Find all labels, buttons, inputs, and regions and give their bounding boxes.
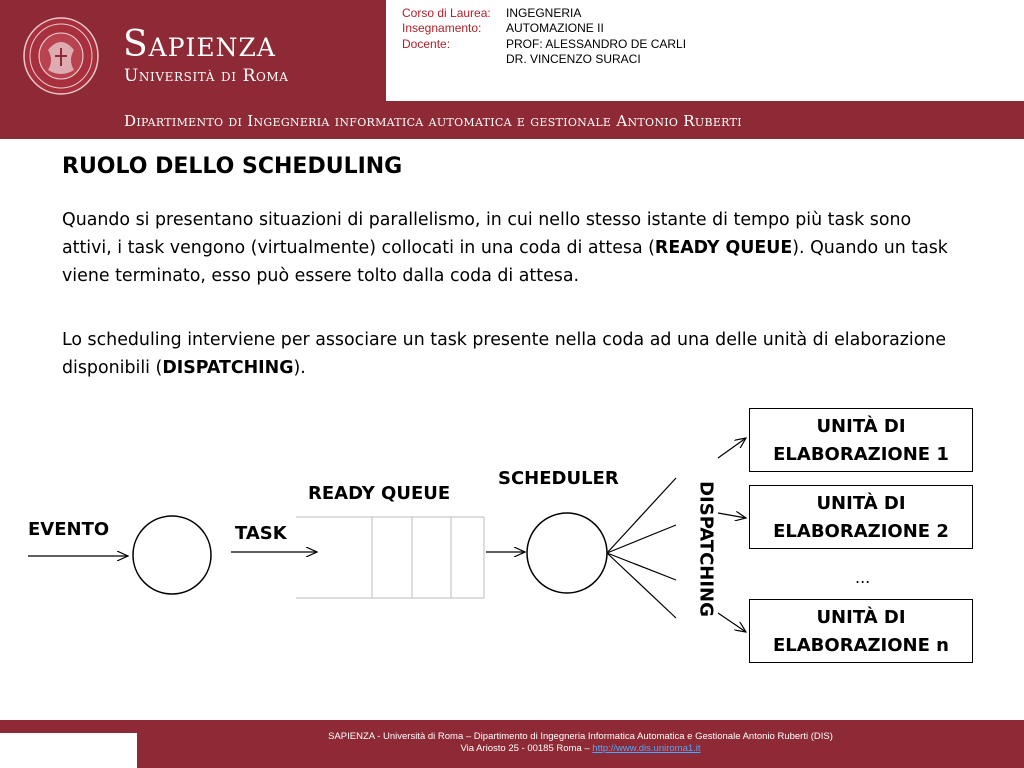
slide-title: RUOLO DELLO SCHEDULING [62,154,403,179]
dispatch-line-1 [607,478,676,553]
unit-1-line-2: ELABORAZIONE 1 [773,444,949,465]
teacher-value-2: DR. VINCENZO SURACI [506,52,641,66]
evento-label: EVENTO [28,519,110,540]
university-name: Sapienza [123,24,276,65]
footer [137,720,1024,768]
course-label: Corso di Laurea: [402,6,491,20]
university-subtitle: Università di Roma [124,66,289,86]
event-node [133,516,211,594]
teacher-label: Docente: [402,37,451,51]
task-label: TASK [235,523,287,544]
footer-line-2 [137,743,1024,754]
paragraph-2-text-a: Lo scheduling interviene per associare un task presente nella coda ad una delle unità di elaborazione disponibili ( [62,330,947,378]
footer-tab [0,720,137,733]
subject-label: Insegnamento: [402,21,482,35]
unit-2-line-2: ELABORAZIONE 2 [773,521,949,542]
teacher-value-1: PROF: ALESSANDRO DE CARLI [506,37,687,51]
units-ellipsis: ... [855,568,871,587]
department-name: Dipartimento di Ingegneria informatica automatica e gestionale Antonio Ruberti [124,112,742,130]
unit-n-line-2: ELABORAZIONE n [772,635,949,656]
course-value: INGEGNERIA [506,6,582,20]
dispatch-line-3 [607,553,676,580]
ready-queue-label: READY QUEUE [308,483,451,504]
paragraph-1-text-b: ). Quando un task viene terminato, esso può essere tolto dalla coda di attesa. [62,238,948,286]
dispatch-line-4 [607,553,676,618]
paragraph-2-text-b: ). [293,358,306,378]
footer-address: Via Ariosto 25 - 00185 Roma – [460,743,593,754]
unit-1-arrow [718,438,746,458]
footer-website-link[interactable]: http://www.dis.uniroma1.it [592,743,701,754]
subject-value: AUTOMAZIONE II [506,21,604,35]
processing-unit-1 [749,408,973,472]
unit-2-arrow [718,513,746,518]
footer-line-1: SAPIENZA - Università di Roma – Dipartimento di Ingegneria Informatica Automatica e Gestionale Antonio Ruberti (DIS) [328,731,833,742]
paragraph-1-bold: READY QUEUE [654,238,793,258]
unit-n-arrow [718,613,746,632]
dispatching-label: DISPATCHING [695,481,717,617]
scheduler-node [527,513,607,593]
scheduler-label: SCHEDULER [498,468,619,489]
processing-unit-2 [749,485,973,549]
paragraph-2-bold: DISPATCHING [162,358,294,378]
dispatching-label-wrap [696,467,716,631]
unit-1-line-1: UNITÀ DI [816,416,906,437]
processing-unit-n [749,599,973,663]
unit-2-line-1: UNITÀ DI [816,493,906,514]
ready-queue-box [296,517,484,598]
dispatch-line-2 [607,525,676,553]
paragraph-1-text-a: Quando si presentano situazioni di parallelismo, in cui nello stesso istante di tempo più task sono attivi, i task vengono (virtualmente) collocati in una coda di attesa ( [62,210,912,258]
unit-n-line-1: UNITÀ DI [816,607,906,628]
